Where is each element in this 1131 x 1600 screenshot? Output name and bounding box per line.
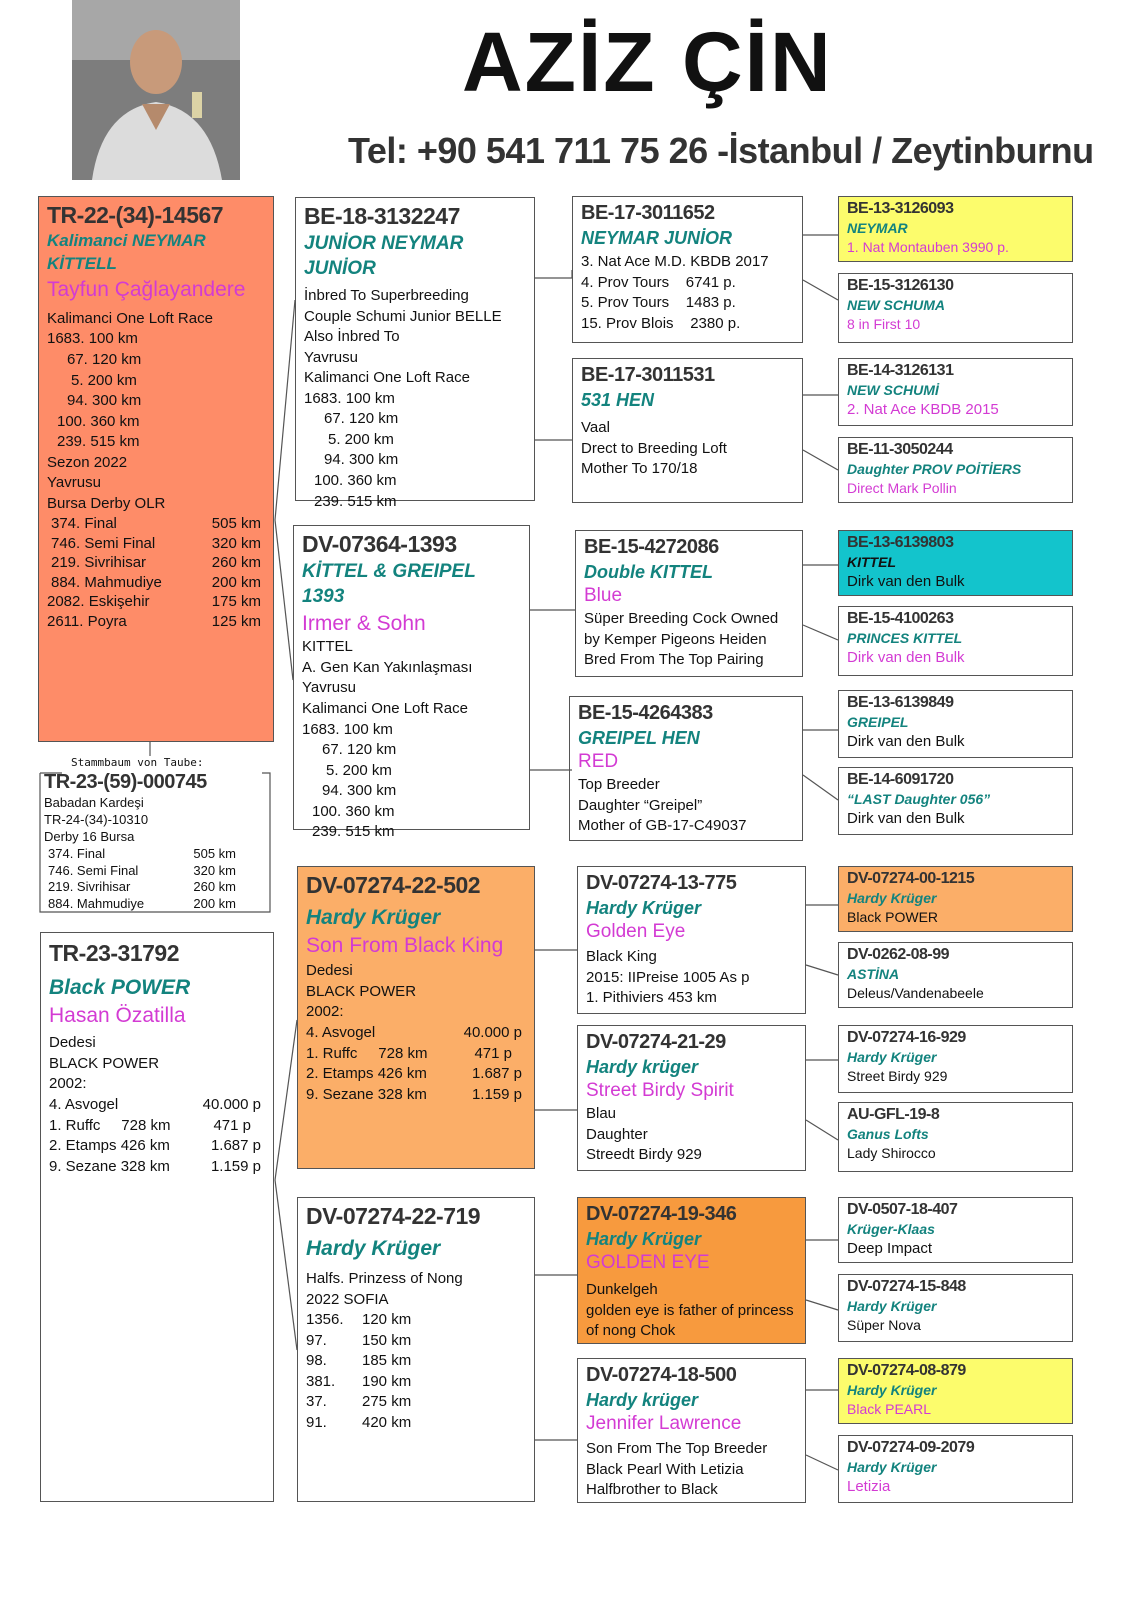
owner-name: 8 in First 10 xyxy=(847,315,921,332)
info-line: Yavrusu xyxy=(304,348,358,366)
pigeon-name: Hardy Krüger xyxy=(847,1382,937,1398)
pigeon-name: NEYMAR xyxy=(847,220,908,236)
owner-name: Tayfun Çağlayandere xyxy=(47,277,246,301)
result-value: 125 km xyxy=(211,612,261,630)
ring-number: BE-15-4264383 xyxy=(578,702,713,724)
owner-name: Blue xyxy=(584,585,623,607)
info-line: 94. 300 km xyxy=(324,451,399,469)
ring-number: BE-14-3126131 xyxy=(847,362,954,379)
ring-number: DV-07274-22-502 xyxy=(306,872,481,898)
info-line: Streedt Birdy 929 xyxy=(586,1146,702,1164)
main-pigeon-card xyxy=(38,196,274,742)
info-line: BLACK POWER xyxy=(49,1054,160,1072)
sire-card xyxy=(295,197,535,510)
result-label: 2611. Poyra xyxy=(47,612,127,630)
ring-number: DV-07274-15-848 xyxy=(847,1278,966,1295)
result-value: 471 p xyxy=(213,1116,251,1134)
pigeon-name: Hardy Krüger xyxy=(586,898,702,918)
sibling-card xyxy=(44,770,266,913)
result-value: 185 km xyxy=(362,1352,412,1370)
result-label: 98. xyxy=(306,1352,327,1370)
info-line: Dedesi xyxy=(306,962,353,980)
owner-name: Black POWER xyxy=(847,908,939,925)
race-line: 67. 120 km xyxy=(67,351,142,369)
ring-number: TR-23-31792 xyxy=(49,940,180,966)
gen4-card xyxy=(838,942,1073,1008)
info-line: Süper Breeding Cock Owned xyxy=(584,609,779,627)
info-line: Mother To 170/18 xyxy=(581,460,698,478)
gen4-card xyxy=(838,866,1073,932)
result-label: 2082. Eskişehir xyxy=(47,593,150,611)
gen3-card xyxy=(572,358,803,503)
owner-name: Direct Mark Pollin xyxy=(847,479,957,496)
result-label: 1356. xyxy=(306,1311,344,1329)
result-value: 320 km xyxy=(193,862,236,878)
info-line: TR-24-(34)-10310 xyxy=(44,811,149,827)
pigeon-name: Krüger-Klaas xyxy=(847,1221,935,1237)
result-label: 9. Sezane 328 km xyxy=(49,1157,170,1175)
owner-name: GOLDEN EYE xyxy=(586,1252,710,1274)
result-value: 150 km xyxy=(362,1331,412,1349)
info-line: Son From The Top Breeder xyxy=(586,1439,768,1457)
owner-name: Street Birdy Spirit xyxy=(586,1080,734,1102)
owner-name: Deleus/Vandenabeele xyxy=(847,984,984,1001)
owner-name: Dirk van den Bulk xyxy=(847,732,965,750)
gen3-card xyxy=(575,530,803,677)
result-label: 746. Semi Final xyxy=(51,534,156,552)
result-label: 381. xyxy=(306,1372,336,1390)
result-value: 275 km xyxy=(362,1393,412,1411)
ring-number: BE-15-4100263 xyxy=(847,610,954,627)
result-label: 884. Mahmudiye xyxy=(51,573,162,591)
owner-name: Son From Black King xyxy=(306,934,504,958)
sire-dam-card xyxy=(293,525,530,841)
info-line: 239. 515 km xyxy=(314,492,397,510)
race-line: 100. 360 km xyxy=(57,412,140,430)
sibling-legend: Stammbaum von Taube: xyxy=(68,756,206,769)
result-label: 219. Sivrihisar xyxy=(48,879,131,895)
info-line: 67. 120 km xyxy=(324,410,399,428)
ring-number: DV-0507-18-407 xyxy=(847,1201,958,1218)
ring-number: BE-15-3126130 xyxy=(847,277,954,294)
owner-name: Golden Eye xyxy=(586,921,686,943)
result-label: 374. Final xyxy=(51,515,117,533)
ring-number: BE-13-6139849 xyxy=(847,694,954,711)
race-line: Bursa Derby OLR xyxy=(47,494,166,512)
info-line: Halfs. Prinzess of Nong xyxy=(306,1270,463,1288)
pigeon-name: Hardy krüger xyxy=(586,1057,699,1077)
contact-line: Tel: +90 541 711 75 26 -İstanbul / Zeytinburnu xyxy=(348,130,1094,171)
info-line: A. Gen Kan Yakınlaşması xyxy=(302,658,473,676)
result-value: 175 km xyxy=(211,593,261,611)
result-label: 884. Mahmudiye xyxy=(48,896,145,912)
info-line: Vaal xyxy=(581,419,610,437)
ring-number: DV-07274-19-346 xyxy=(586,1203,737,1225)
race-line: Sezon 2022 xyxy=(47,453,128,471)
info-line: 4. Prov Tours 6741 p. xyxy=(581,273,736,291)
ring-number: TR-22-(34)-14567 xyxy=(47,202,224,228)
pigeon-name: Hardy Krüger xyxy=(586,1229,702,1249)
info-line: Couple Schumi Junior BELLE xyxy=(304,307,502,325)
ring-number: BE-18-3132247 xyxy=(304,203,460,229)
info-line: KITTEL xyxy=(302,638,353,656)
pigeon-name: Hardy Krüger xyxy=(847,1459,937,1475)
pigeon-name: GREIPEL HEN xyxy=(578,728,700,748)
race-line: Yavrusu xyxy=(47,474,101,492)
info-line: 100. 360 km xyxy=(312,802,395,820)
ring-number: DV-07274-18-500 xyxy=(586,1364,737,1386)
owner-name: Letizia xyxy=(847,1477,891,1495)
info-line: Halfbrother to Black xyxy=(586,1481,718,1499)
ring-number: DV-07274-16-929 xyxy=(847,1029,966,1046)
pigeon-name: NEW SCHUMİ xyxy=(847,382,939,398)
pigeon-name: KITTEL xyxy=(847,554,896,570)
info-line: 2002: xyxy=(306,1003,344,1021)
result-value: 320 km xyxy=(211,534,261,552)
info-line: 15. Prov Blois 2380 p. xyxy=(581,314,741,332)
owner-name: Deep Impact xyxy=(847,1239,933,1257)
info-line: Yavrusu xyxy=(302,679,356,697)
result-value: 120 km xyxy=(362,1311,412,1329)
ring-number: DV-07274-08-879 xyxy=(847,1362,966,1379)
owner-name: Street Birdy 929 xyxy=(847,1067,948,1084)
owner-name: Dirk van den Bulk xyxy=(847,809,965,827)
gen4-card xyxy=(838,437,1073,503)
info-line: İnbred To Superbreeding xyxy=(304,287,469,305)
info-line: Derby 16 Bursa xyxy=(44,828,135,844)
pigeon-name: Hardy krüger xyxy=(586,1390,699,1410)
result-value: 40.000 p xyxy=(202,1096,261,1114)
result-label: 1. Ruffc 728 km xyxy=(49,1116,171,1134)
ring-number: DV-0262-08-99 xyxy=(847,946,950,963)
result-label: 97. xyxy=(306,1331,327,1349)
pigeon-name: Double KITTEL xyxy=(584,562,713,582)
info-line: Also İnbred To xyxy=(304,328,400,346)
ring-number: BE-14-6091720 xyxy=(847,771,954,788)
ring-number: DV-07274-22-719 xyxy=(306,1203,481,1229)
result-value: 1.687 p xyxy=(210,1137,261,1155)
info-line: 1683. 100 km xyxy=(304,389,395,407)
info-line: Bred From The Top Pairing xyxy=(584,651,764,669)
pigeon-name: Hardy Krüger xyxy=(306,905,441,929)
info-line: Mother of GB-17-C49037 xyxy=(578,817,747,835)
gen4-card xyxy=(838,1197,1073,1263)
pigeon-name: Hardy Krüger xyxy=(847,1049,937,1065)
gen3-card xyxy=(577,1358,806,1503)
info-line: 2002: xyxy=(49,1075,87,1093)
gen4-card xyxy=(838,358,1073,426)
gen4-card xyxy=(838,196,1073,262)
result-value: 260 km xyxy=(211,554,261,572)
info-line: 3. Nat Ace M.D. KBDB 2017 xyxy=(581,253,769,271)
gen3-card xyxy=(577,1197,806,1344)
gen4-card xyxy=(838,273,1073,343)
owner-name: Süper Nova xyxy=(847,1316,921,1333)
dam-sire-card xyxy=(297,866,535,1169)
info-line: 5. 200 km xyxy=(328,430,394,448)
gen4-card xyxy=(838,1025,1073,1093)
info-line: BLACK POWER xyxy=(306,982,417,1000)
result-label: 4. Asvogel xyxy=(306,1024,376,1042)
result-label: 746. Semi Final xyxy=(48,862,139,878)
pigeon-name: NEYMAR JUNİOR xyxy=(581,228,733,248)
result-value: 471 p xyxy=(474,1044,512,1062)
info-line: Babadan Kardeşi xyxy=(44,795,144,810)
owner-name: Dirk van den Bulk xyxy=(847,572,965,590)
gen4-card xyxy=(838,690,1073,758)
ring-number: BE-15-4272086 xyxy=(584,536,719,558)
owner-name: Irmer & Sohn xyxy=(302,612,426,636)
info-line: Kalimanci One Loft Race xyxy=(304,369,470,387)
gen4-card xyxy=(838,1274,1073,1342)
owner-name: RED xyxy=(578,751,619,773)
result-label: 91. xyxy=(306,1413,327,1431)
info-line: 2015: IIPreise 1005 As p xyxy=(586,968,750,986)
owner-name: Dirk van den Bulk xyxy=(847,648,965,666)
info-line: 5. 200 km xyxy=(326,761,392,779)
pigeon-name: Black POWER xyxy=(49,975,191,999)
ring-number: BE-13-3126093 xyxy=(847,200,954,217)
pigeon-name: Hardy Krüger xyxy=(847,890,937,906)
result-value: 40.000 p xyxy=(463,1024,522,1042)
result-value: 200 km xyxy=(211,573,261,591)
pigeon-name: Hardy Krüger xyxy=(306,1236,441,1260)
race-line: 1683. 100 km xyxy=(47,330,138,348)
info-line: 2022 SOFIA xyxy=(306,1290,389,1308)
result-value: 420 km xyxy=(362,1413,412,1431)
ring-number: TR-23-(59)-000745 xyxy=(44,771,207,793)
info-line: Top Breeder xyxy=(578,775,660,793)
pigeon-name: NEW SCHUMA xyxy=(847,297,945,313)
race-line: 5. 200 km xyxy=(71,371,137,389)
info-line: 239. 515 km xyxy=(312,823,395,841)
info-line: Kalimanci One Loft Race xyxy=(302,699,468,717)
ring-number: DV-07274-00-1215 xyxy=(847,870,975,887)
race-line: 239. 515 km xyxy=(57,433,140,451)
info-line: Black Pearl With Letizia xyxy=(586,1460,744,1478)
owner-name: 2. Nat Ace KBDB 2015 xyxy=(847,400,999,418)
info-line: of nong Chok xyxy=(586,1322,676,1340)
pigeon-name: Kalimanci NEYMAR KİTTELL xyxy=(47,230,206,273)
owner-name: 1. Nat Montauben 3990 p. xyxy=(847,238,1009,255)
owner-name: Black PEARL xyxy=(847,1400,932,1417)
pigeon-name: GREIPEL xyxy=(847,714,909,730)
ring-number: DV-07274-09-2079 xyxy=(847,1439,975,1456)
pigeon-name: Daughter PROV POİTİERS xyxy=(847,461,1022,477)
result-value: 505 km xyxy=(211,515,261,533)
result-label: 2. Etamps 426 km xyxy=(49,1137,170,1155)
pigeon-name: Ganus Lofts xyxy=(847,1126,929,1142)
result-label: 37. xyxy=(306,1393,327,1411)
gen4-card xyxy=(838,1102,1073,1172)
info-line: 67. 120 km xyxy=(322,741,397,759)
pigeon-name: Hardy Krüger xyxy=(847,1298,937,1314)
gen4-card xyxy=(838,530,1073,596)
result-value: 1.687 p xyxy=(471,1065,522,1083)
info-line: Dunkelgeh xyxy=(586,1280,658,1298)
result-label: 1. Ruffc 728 km xyxy=(306,1044,428,1062)
ring-number: DV-07364-1393 xyxy=(302,531,457,557)
result-value: 190 km xyxy=(362,1372,412,1390)
ring-number: BE-11-3050244 xyxy=(847,441,953,458)
ring-number: BE-17-3011531 xyxy=(581,364,715,386)
info-line: by Kemper Pigeons Heiden xyxy=(584,630,767,648)
result-value: 1.159 p xyxy=(210,1157,261,1175)
result-label: 374. Final xyxy=(48,845,106,861)
result-label: 9. Sezane 328 km xyxy=(306,1085,427,1103)
ring-number: BE-13-6139803 xyxy=(847,534,954,551)
info-line: Daughter xyxy=(586,1125,648,1143)
result-label: 4. Asvogel xyxy=(49,1096,119,1114)
info-line: 1683. 100 km xyxy=(302,720,393,738)
info-line: Black King xyxy=(586,947,657,965)
gen3-card xyxy=(577,866,806,1014)
info-line: Blau xyxy=(586,1104,617,1122)
owner-name: Jennifer Lawrence xyxy=(586,1413,742,1435)
gen3-card xyxy=(569,696,803,841)
race-line: 94. 300 km xyxy=(67,392,142,410)
info-line: Daughter “Greipel” xyxy=(578,796,703,814)
pigeon-name: “LAST Daughter 056” xyxy=(847,791,991,807)
gen4-card xyxy=(838,1358,1073,1424)
result-value: 260 km xyxy=(193,879,236,895)
info-line: 100. 360 km xyxy=(314,471,397,489)
pigeon-name: JUNİOR NEYMAR JUNİOR xyxy=(304,232,464,280)
pigeon-name: KİTTEL & GREIPEL 1393 xyxy=(302,560,476,608)
owner-name: Lady Shirocco xyxy=(847,1144,936,1161)
gen3-card xyxy=(572,196,803,343)
gen3-card xyxy=(577,1025,806,1171)
owner-name: Hasan Özatilla xyxy=(49,1004,186,1028)
gen4-card xyxy=(838,767,1073,835)
info-line: 94. 300 km xyxy=(322,782,397,800)
ring-number: DV-07274-21-29 xyxy=(586,1031,726,1053)
result-value: 505 km xyxy=(193,845,236,861)
page-title: AZİZ ÇİN xyxy=(462,15,833,109)
result-label: 219. Sivrihisar xyxy=(51,554,147,572)
result-value: 200 km xyxy=(193,896,236,912)
info-line: 1. Pithiviers 453 km xyxy=(586,989,717,1007)
dam-card xyxy=(40,932,274,1502)
pigeon-name: ASTİNA xyxy=(847,966,900,982)
race-line: Kalimanci One Loft Race xyxy=(47,309,213,327)
pigeon-name: PRINCES KITTEL xyxy=(847,630,963,646)
gen4-card xyxy=(838,1435,1073,1503)
ring-number: AU-GFL-19-8 xyxy=(847,1106,940,1123)
info-line: golden eye is father of princess xyxy=(586,1301,794,1319)
info-line: 5. Prov Tours 1483 p. xyxy=(581,294,736,312)
result-label: 2. Etamps 426 km xyxy=(306,1065,427,1083)
result-value: 1.159 p xyxy=(471,1085,522,1103)
pigeon-name: 531 HEN xyxy=(581,390,655,410)
info-line: Dedesi xyxy=(49,1034,96,1052)
ring-number: DV-07274-13-775 xyxy=(586,872,737,894)
info-line: Drect to Breeding Loft xyxy=(581,439,727,457)
ring-number: BE-17-3011652 xyxy=(581,202,715,224)
gen4-card xyxy=(838,606,1073,676)
dam-dam-card xyxy=(297,1197,535,1502)
